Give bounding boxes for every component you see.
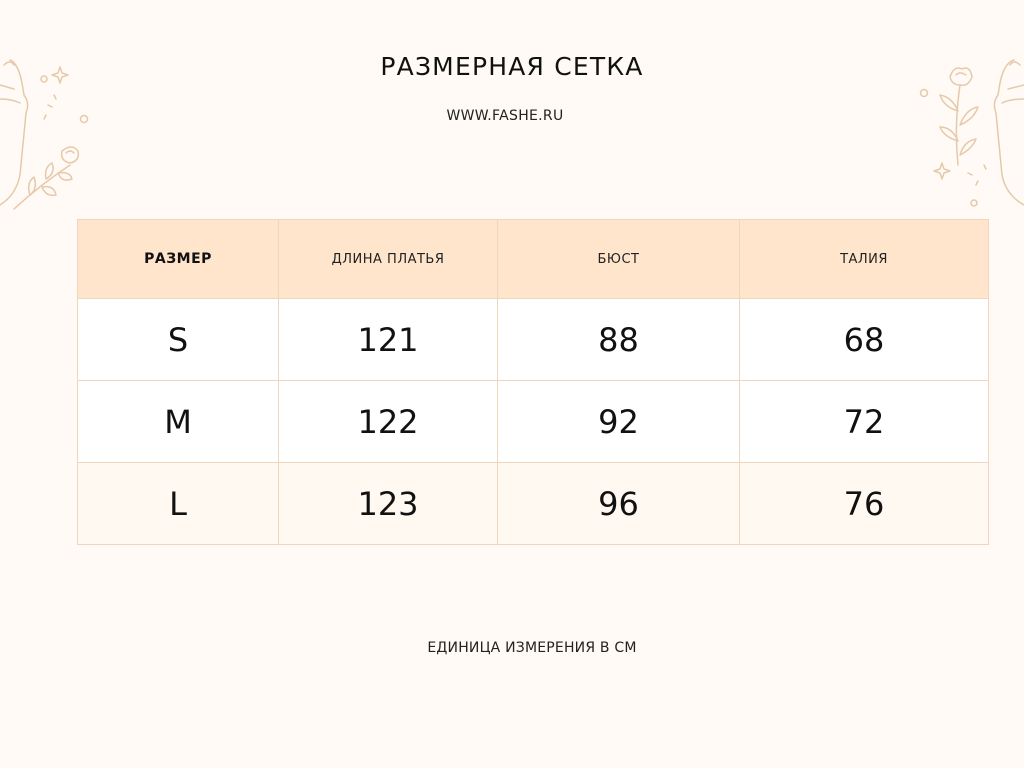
site-url: WWW.FASHE.RU: [446, 108, 564, 124]
units-note: ЕДИНИЦА ИЗМЕРЕНИЯ В СМ: [427, 640, 637, 656]
table-row: [78, 299, 989, 381]
page-title: РАЗМЕРНАЯ СЕТКА: [380, 52, 644, 81]
waist-cell: 76: [740, 463, 989, 545]
bust-cell: 96: [498, 463, 740, 545]
size-cell: S: [78, 299, 279, 381]
column-header-dress-length: ДЛИНА ПЛАТЬЯ: [279, 220, 498, 299]
table-row: [78, 381, 989, 463]
table-header-row: [78, 220, 989, 299]
size-cell: M: [78, 381, 279, 463]
dress-length-cell: 121: [279, 299, 498, 381]
size-cell: L: [78, 463, 279, 545]
dress-length-cell: 123: [279, 463, 498, 545]
bust-cell: 92: [498, 381, 740, 463]
dress-length-cell: 122: [279, 381, 498, 463]
waist-cell: 68: [740, 299, 989, 381]
size-chart-table: [77, 219, 989, 545]
bust-cell: 88: [498, 299, 740, 381]
column-header-bust: БЮСТ: [498, 220, 740, 299]
waist-cell: 72: [740, 381, 989, 463]
table-row: [78, 463, 989, 545]
column-header-size: РАЗМЕР: [78, 220, 279, 299]
column-header-waist: ТАЛИЯ: [740, 220, 989, 299]
